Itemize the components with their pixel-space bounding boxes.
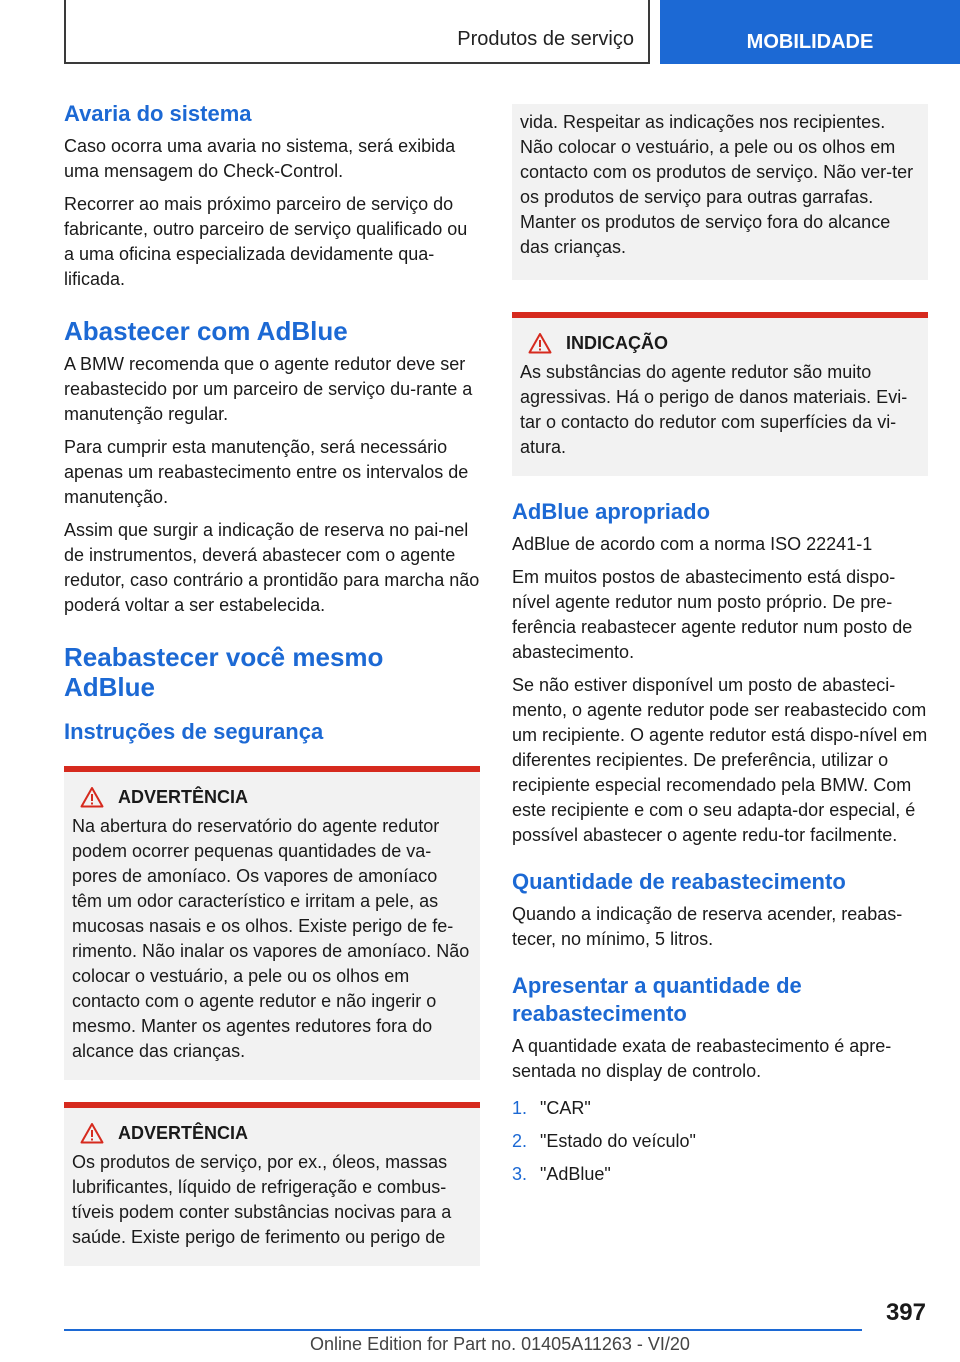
warning-triangle-icon: [80, 1122, 104, 1144]
paragraph: Recorrer ao mais próximo parceiro de serviço do fabricante, outro parceiro de serviço qualificado ou a uma oficina especializada devidamente qua-lificada.: [64, 194, 468, 289]
step-number: 3.: [512, 1164, 528, 1184]
list-item: [512, 1129, 928, 1154]
indication-title: [520, 332, 920, 354]
step-number: 2.: [512, 1131, 528, 1151]
warning-box-continued: [512, 104, 928, 280]
paragraph: AdBlue de acordo com a norma ISO 22241-1: [512, 534, 873, 554]
list-item: [512, 1162, 928, 1187]
paragraph: Assim que surgir a indicação de reserva no pai-nel de instrumentos, deverá abastecer com o agente redutor, caso contrário a prontidão para marcha não poderá voltar a ser estabelecida.: [64, 520, 480, 615]
header-section-box: [64, 0, 650, 64]
edition-footer: Online Edition for Part no. 01405A11263 - VI/20: [310, 1334, 690, 1354]
chapter-title: MOBILIDADE: [746, 30, 874, 53]
step-text: "CAR": [540, 1098, 591, 1118]
page-number: 397: [885, 1299, 926, 1326]
warning-label: ADVERTÊNCIA: [118, 786, 249, 807]
warning-box: [64, 766, 480, 1080]
paragraph: A BMW recomenda que o agente redutor deve ser reabastecido por um parceiro de serviço du-rante a manutenção regular.: [64, 354, 473, 424]
list-item: [512, 1096, 928, 1121]
indication-text: As substâncias do agente redutor são muito agressivas. Há o perigo de danos materiais. Evi-tar o contacto do redutor com superfícies da vi-atura.: [520, 362, 908, 457]
heading-reabastecer: Reabastecer você mesmo AdBlue: [64, 642, 384, 702]
warning-triangle-icon: [528, 332, 552, 354]
warning-box: [64, 1102, 480, 1266]
warning-label: ADVERTÊNCIA: [118, 1122, 249, 1143]
warning-text: Na abertura do reservatório do agente redutor podem ocorrer pequenas quantidades de va-pores de amoníaco. Os vapores de amoníaco têm um odor característico e irritam a pele, as mucosas nasais e os olhos. Existe perigo de fe-rimento. Não inalar os vapores de amoníaco. Não colocar o vestuário, a pele ou os olhos em contacto com o agente redutor e não ingerir o mesmo. Manter os agentes redutores fora do alcance das crianças.: [72, 816, 470, 1061]
warning-title: [72, 1122, 472, 1144]
paragraph: A quantidade exata de reabastecimento é apre-sentada no display de controlo.: [512, 1036, 892, 1081]
heading-quantidade: Quantidade de reabastecimento: [512, 869, 846, 894]
warning-triangle-icon: [80, 786, 104, 808]
paragraph: Se não estiver disponível um posto de abasteci-mento, o agente redutor pode ser reabastecido com um recipiente. O agente redutor está dispo-nível em diferentes recipientes. De preferência, utilizar o recipiente especial recomendado pela BMW. Com este recipiente e com o seu adapta-dor especial, é possível abastecer o agente redu-tor facilmente.: [512, 675, 928, 845]
paragraph: Para cumprir esta manutenção, será necessário apenas um reabastecimento entre os intervalos de manutenção.: [64, 437, 469, 507]
warning-text: vida. Respeitar as indicações nos recipientes. Não colocar o vestuário, a pele ou os olhos em contacto com os produtos de serviço. Não ver-ter os produtos de serviço para outras garrafas. Manter os produtos de serviço fora do alcance das crianças.: [520, 112, 914, 257]
indication-box: [512, 312, 928, 476]
step-number: 1.: [512, 1098, 528, 1118]
footer-divider: [64, 1329, 862, 1331]
paragraph: Quando a indicação de reserva acender, reabas-tecer, no mínimo, 5 litros.: [512, 904, 903, 949]
left-column: [64, 100, 480, 1266]
steps-list: [512, 1096, 928, 1187]
warning-title: [72, 786, 472, 808]
heading-apresentar: Apresentar a quantidade de reabastecimento: [512, 973, 802, 1026]
paragraph: Em muitos postos de abastecimento está dispo-nível agente redutor num posto próprio. De pre-ferência reabastecer agente redutor num posto de abastecimento.: [512, 567, 913, 662]
indication-label: INDICAÇÃO: [566, 332, 668, 353]
heading-abastecer: Abastecer com AdBlue: [64, 316, 348, 346]
step-text: "AdBlue": [540, 1164, 611, 1184]
warning-text: Os produtos de serviço, por ex., óleos, massas lubrificantes, líquido de refrigeração e combus-tíveis podem conter substâncias nocivas para a saúde. Existe perigo de ferimento ou perigo de: [72, 1152, 452, 1247]
heading-apropriado: AdBlue apropriado: [512, 499, 711, 524]
chapter-tab: [660, 0, 960, 64]
heading-avaria: Avaria do sistema: [64, 101, 252, 126]
heading-instrucoes: Instruções de segurança: [64, 719, 324, 744]
paragraph: Caso ocorra uma avaria no sistema, será exibida uma mensagem do Check-Control.: [64, 136, 456, 181]
section-title: Produtos de serviço: [457, 28, 634, 50]
right-column: [512, 104, 928, 1195]
step-text: "Estado do veículo": [540, 1131, 696, 1151]
